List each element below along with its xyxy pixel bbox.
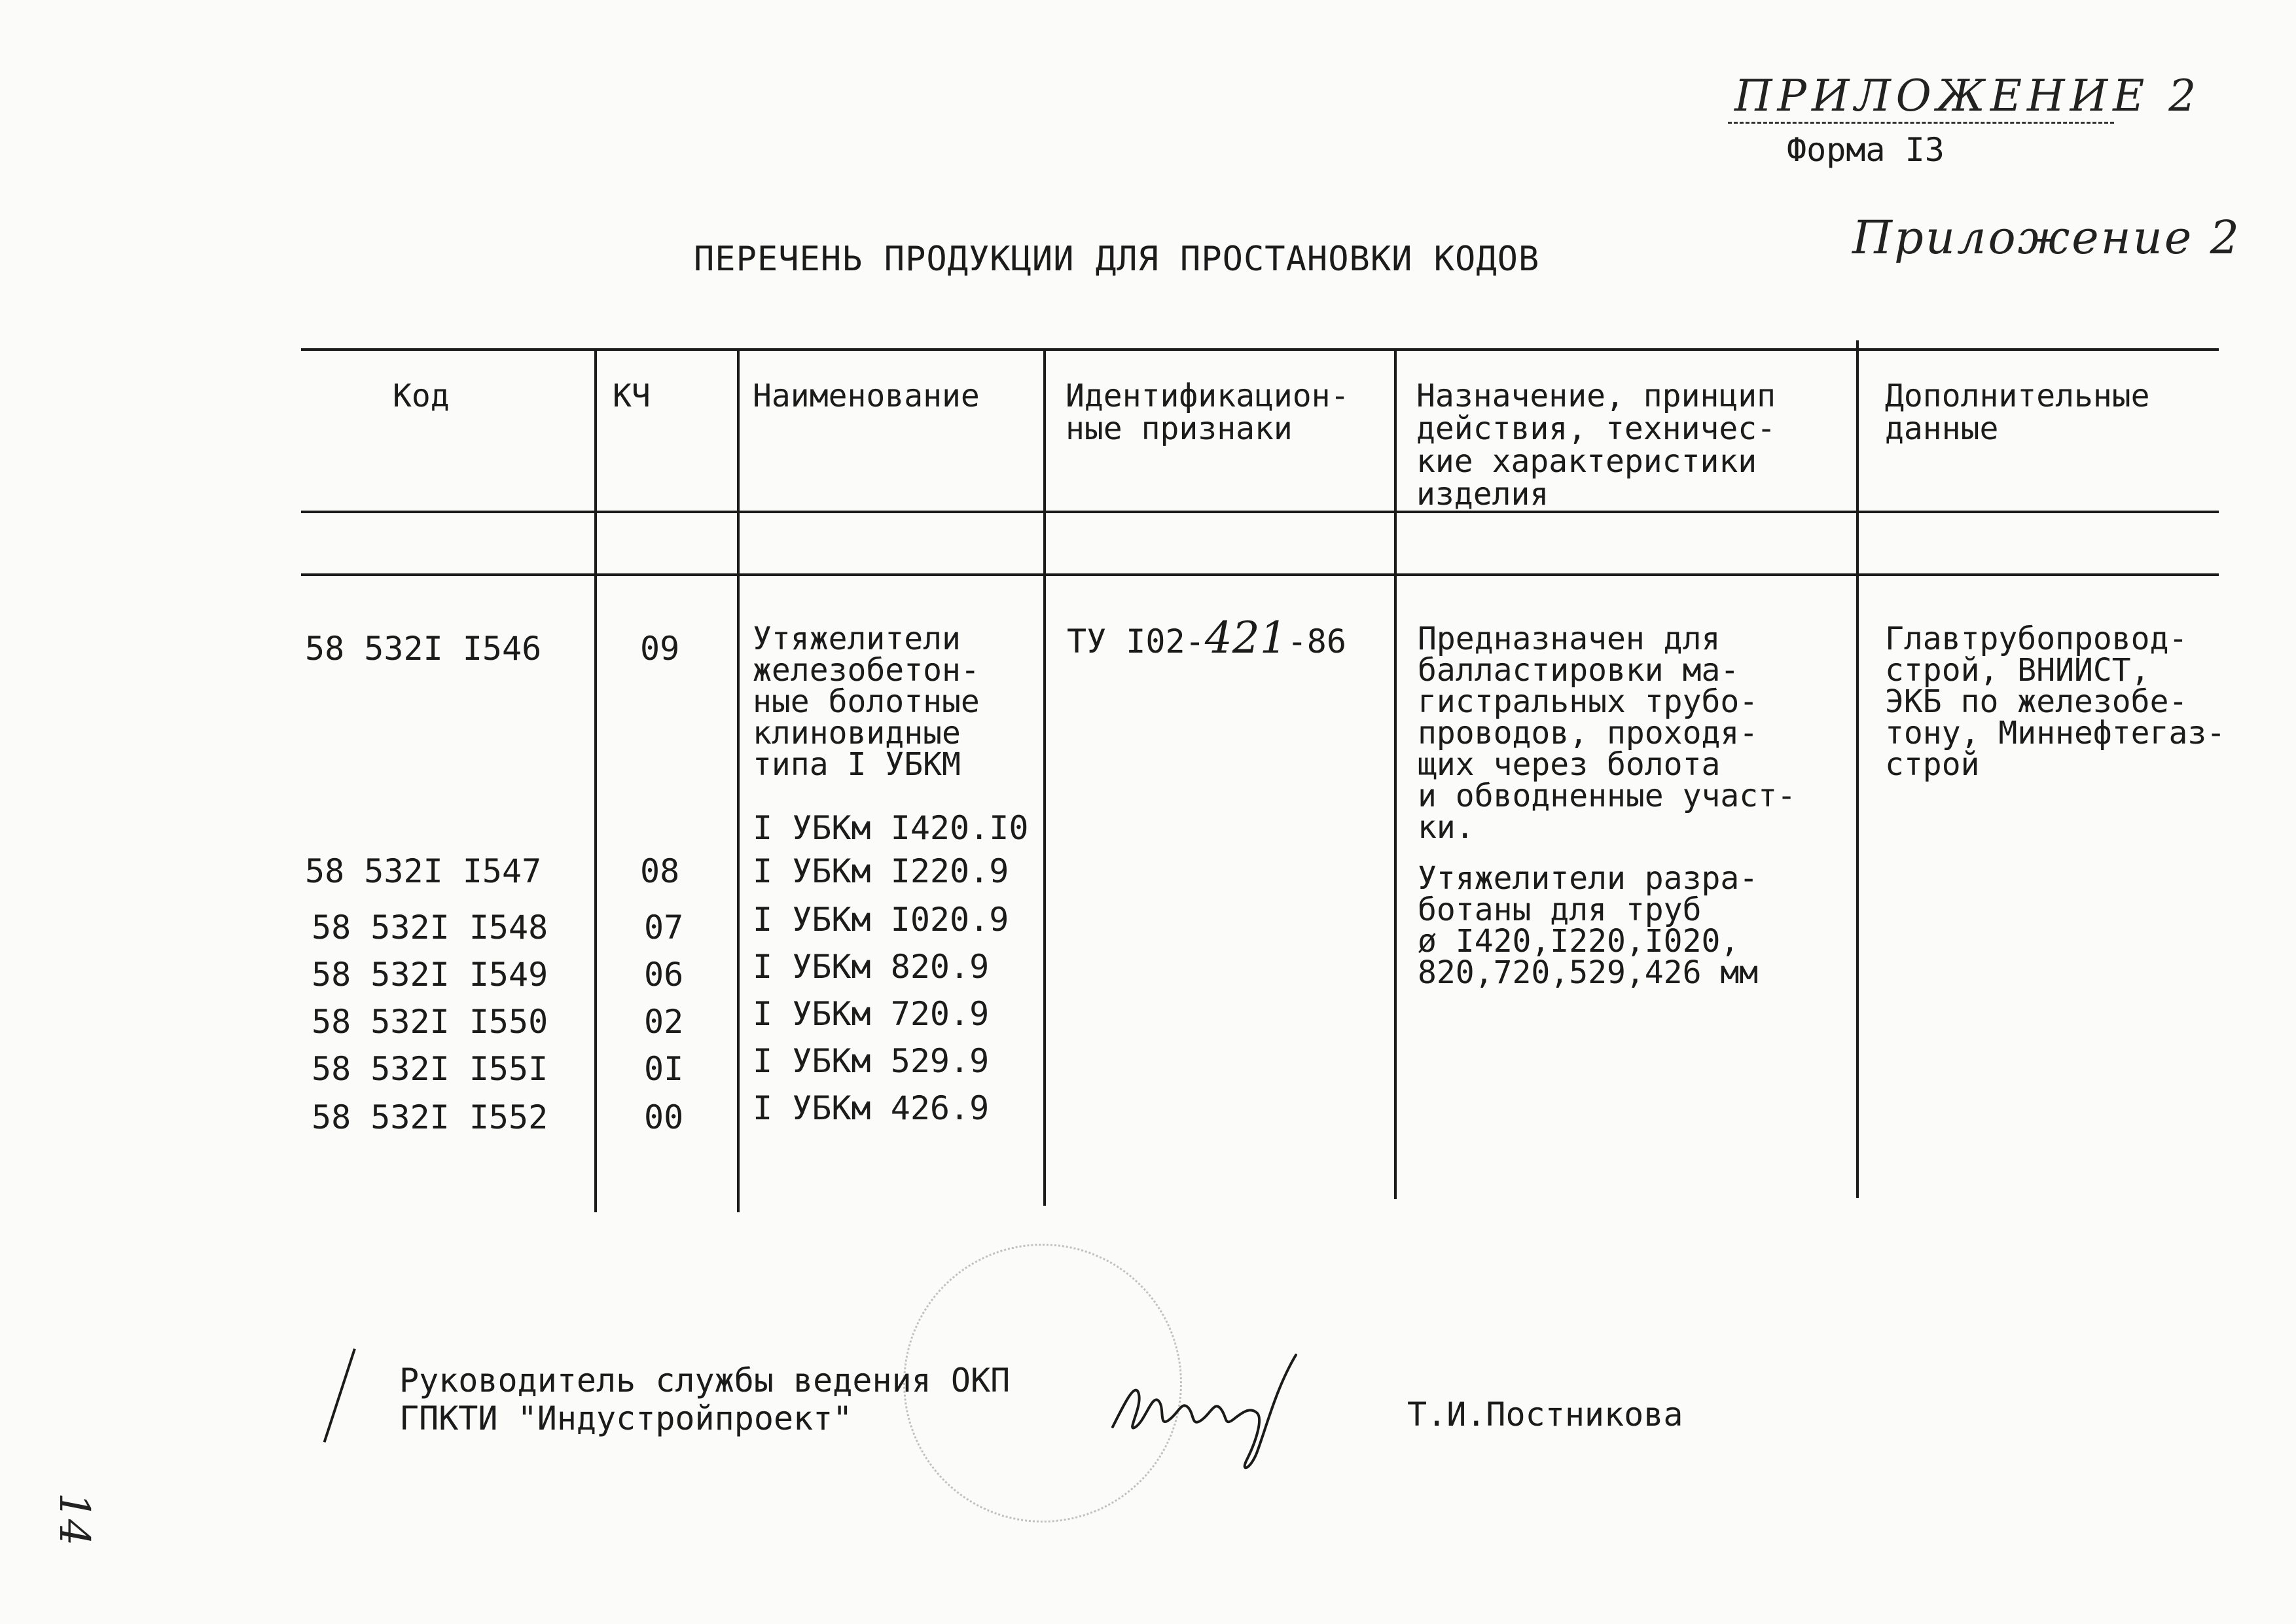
signature-drawing — [1100, 1329, 1322, 1479]
column-header-identification: Идентификацион- ные признаки — [1066, 378, 1350, 447]
table-cell-name: I УБКм 426.9 — [753, 1089, 990, 1127]
tu-number: 421 — [1204, 613, 1287, 663]
table-cell-code: 58 532I I55I — [312, 1050, 548, 1088]
purpose-note: Утяжелители разра- ботаны для труб ø I420,I220,I020, 820,720,529,426 мм — [1418, 860, 1759, 991]
table-cell-code: 58 532I I549 — [312, 956, 548, 994]
table-cell-kch: 07 — [644, 909, 684, 947]
appendix-stamp: ПРИЛОЖЕНИЕ 2 — [1734, 71, 2202, 121]
table-cell-kch: 02 — [644, 1003, 684, 1041]
appendix-handwritten: Приложение 2 — [1852, 211, 2242, 264]
table-cell-name: I УБКм I220.9 — [753, 852, 1009, 890]
column-divider — [594, 348, 597, 1212]
column-header-code: Код — [393, 378, 450, 414]
table-cell-name: I УБКм I020.9 — [753, 901, 1009, 939]
column-divider — [737, 348, 740, 1212]
additional-data: Главтрубопровод- строй, ВНИИСТ, ЭКБ по железобе- тону, Миннефтегаз- строй — [1885, 621, 2226, 783]
table-cell-name: I УБКм 820.9 — [753, 948, 990, 986]
column-divider — [1043, 348, 1046, 1206]
signature — [1100, 1329, 1322, 1482]
purpose-text: Предназначен для балластировки ма- гистральных трубо- проводов, проходя- щих через болота и обводненные участ- ки. — [1418, 621, 1796, 846]
product-name: Утяжелители железобетон- ные болотные клиновидные типа I УБКМ — [753, 621, 980, 783]
column-header-name: Наименование — [753, 378, 980, 414]
column-header-purpose: Назначение, принцип действия, техничес- кие характеристики изделия — [1416, 378, 1776, 513]
footer-slash — [323, 1348, 356, 1443]
appendix-underline — [1728, 122, 2114, 124]
table-cell-code: 58 532I I552 — [312, 1098, 548, 1136]
table-cell-code: 58 532I I547 — [305, 852, 542, 890]
numbering-row-line — [301, 573, 2219, 576]
tu-identifier — [1067, 613, 1347, 663]
footer-role: Руководитель службы ведения ОКП ГПКТИ "Индустройпроект" — [399, 1362, 1011, 1437]
table-cell-code: 58 532I I550 — [312, 1003, 548, 1041]
table-cell-code: 58 532I I546 — [305, 630, 542, 668]
column-divider — [1394, 348, 1397, 1199]
table-top-line — [301, 348, 2219, 351]
header-bottom-line — [301, 511, 2219, 513]
column-header-additional: Дополнительные данные — [1885, 378, 2150, 447]
table-cell-kch: 09 — [640, 630, 680, 668]
table-cell-kch: 0I — [644, 1050, 684, 1088]
table-cell-kch: 06 — [644, 956, 684, 994]
document-title: ПЕРЕЧЕНЬ ПРОДУКЦИИ ДЛЯ ПРОСТАНОВКИ КОДОВ — [694, 240, 1540, 279]
table-cell-code: 58 532I I548 — [312, 909, 548, 947]
column-header-kch: КЧ — [613, 378, 651, 414]
signatory-name: Т.И.Постникова — [1407, 1396, 1683, 1434]
page-number: 14 — [50, 1492, 98, 1546]
table-cell-kch: 08 — [640, 852, 680, 890]
table-cell-kch: 00 — [644, 1098, 684, 1136]
tu-suffix: -86 — [1287, 623, 1347, 660]
table-cell-name: I УБКм 529.9 — [753, 1042, 990, 1080]
column-divider — [1856, 340, 1859, 1198]
table-cell-name: I УБКм 720.9 — [753, 995, 990, 1033]
table-cell-name: I УБКм I420.I0 — [753, 809, 1029, 847]
tu-prefix: ТУ I02- — [1067, 623, 1205, 660]
form-number: Форма I3 — [1787, 131, 1945, 169]
